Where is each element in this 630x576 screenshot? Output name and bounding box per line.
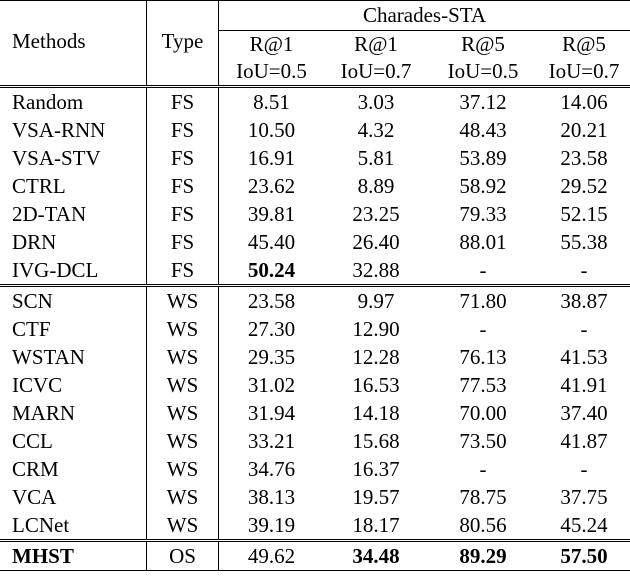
metric-header-line1: R@5 [461,32,505,56]
metric-value-cell: 37.75 [560,484,608,509]
metric-value-cell: 34.48 [324,541,428,571]
type-cell: FS [147,200,219,228]
metric-header-line1: R@5 [562,32,606,56]
table-row [0,315,630,343]
type-cell: FS [147,228,219,256]
metric-value-cell: 53.89 [459,145,507,170]
type-cell: FS [147,87,219,117]
metric-value-cell: 58.92 [459,173,507,198]
table-row [0,455,630,483]
metric-value-cell: 23.58 [219,286,325,316]
method-cell: VSA-RNN [12,117,106,142]
method-cell: MARN [12,400,76,425]
metric-value-cell: 37.12 [428,87,538,117]
metric-value-cell: 10.50 [247,117,296,142]
metric-value-cell: 50.24 [247,257,296,282]
metric-value-cell: 48.43 [459,117,507,142]
metric-value-cell: 41.91 [560,372,608,397]
type-cell: WS [147,427,219,455]
metric-value-cell: 23.25 [352,201,400,226]
type-cell: FS [147,144,219,172]
metric-value-cell: - [479,316,487,341]
method-cell: CRM [12,456,59,481]
type-header: Type [147,1,219,87]
metric-value-cell: - [479,456,487,481]
metric-value-cell: 88.01 [459,229,507,254]
metric-value-cell: 52.15 [560,201,608,226]
table-row [0,172,630,200]
metric-value-cell: 16.37 [352,456,400,481]
metric-value-cell: 41.87 [560,428,608,453]
metric-header-line2: IoU=0.5 [447,59,519,83]
type-cell: WS [147,511,219,541]
metric-value-cell: 8.89 [357,173,395,198]
method-cell: 2D-TAN [12,201,87,226]
table-row [0,144,630,172]
type-cell: WS [147,455,219,483]
metric-value-cell: 31.02 [247,372,296,397]
metric-value-cell: 45.24 [560,512,608,537]
metric-value-cell: 5.81 [357,145,395,170]
metric-value-cell: 77.53 [459,372,507,397]
metric-value-cell: 3.03 [324,87,428,117]
type-cell: FS [147,116,219,144]
metric-value-cell: - [580,316,588,341]
metric-value-cell: 38.87 [538,286,630,316]
metric-value-cell: 12.90 [352,316,400,341]
method-cell: CCL [12,428,53,453]
table-row [0,399,630,427]
metric-value-cell: 8.51 [219,87,325,117]
table-row [0,228,630,256]
type-cell: WS [147,343,219,371]
table-row [0,200,630,228]
metric-value-cell: 9.97 [324,286,428,316]
table-row [0,256,630,286]
type-cell: WS [147,371,219,399]
table-row [0,511,630,541]
metric-value-cell: 29.52 [560,173,608,198]
metric-value-cell: 39.19 [247,512,296,537]
metric-value-cell: 45.40 [247,229,296,254]
table-row [0,87,630,117]
metric-value-cell: 23.58 [560,145,608,170]
method-cell: VCA [12,484,57,509]
metric-value-cell: 31.94 [247,400,296,425]
table-row [0,541,630,571]
metric-value-cell: 29.35 [247,344,296,369]
metric-header-line2: IoU=0.5 [236,59,307,83]
table-row [0,427,630,455]
metric-value-cell: 18.17 [352,512,400,537]
metric-value-cell: 32.88 [352,257,400,282]
table-row [0,286,630,316]
metric-value-cell: 26.40 [352,229,400,254]
metric-value-cell: 38.13 [247,484,296,509]
dataset-header: Charades-STA [219,1,630,31]
methods-header: Methods [0,1,147,87]
method-cell: CTRL [12,173,66,198]
type-cell: WS [147,483,219,511]
table-row [0,116,630,144]
metric-value-cell: 33.21 [247,428,296,453]
method-cell: WSTAN [12,344,85,369]
metric-value-cell: - [580,456,588,481]
method-cell: VSA-STV [12,145,101,170]
method-cell: SCN [0,286,147,316]
metric-value-cell: 14.18 [352,400,400,425]
method-cell: Random [0,87,147,117]
metric-value-cell: 34.76 [247,456,296,481]
metric-header-line2: IoU=0.7 [548,59,620,83]
type-cell: OS [147,541,219,571]
metric-value-cell: 15.68 [352,428,400,453]
results-table-body [0,1,630,571]
metric-value-cell: - [479,257,487,282]
metric-value-cell: 20.21 [560,117,608,142]
table-row [0,483,630,511]
table-row [0,371,630,399]
metric-value-cell: - [580,257,588,282]
type-cell: WS [147,286,219,316]
metric-value-cell: 23.62 [247,173,296,198]
table-row [0,343,630,371]
method-cell: DRN [12,229,57,254]
method-cell: CTF [12,316,51,341]
metric-value-cell: 78.75 [459,484,507,509]
metric-value-cell: 41.53 [560,344,608,369]
method-cell: MHST [0,541,147,571]
metric-header-line1: R@1 [354,32,398,56]
type-cell: WS [147,399,219,427]
metric-value-cell: 89.29 [428,541,538,571]
metric-header-line2: IoU=0.7 [340,59,412,83]
header-row-1 [0,1,630,31]
metric-value-cell: 79.33 [459,201,507,226]
metric-value-cell: 76.13 [459,344,507,369]
type-cell: WS [147,315,219,343]
metric-value-cell: 16.91 [247,145,296,170]
metric-value-cell: 49.62 [219,541,325,571]
method-cell: LCNet [12,512,70,537]
metric-value-cell: 27.30 [247,316,296,341]
type-cell: FS [147,256,219,286]
type-cell: FS [147,172,219,200]
metric-value-cell: 39.81 [247,201,296,226]
metric-value-cell: 12.28 [352,344,400,369]
metric-value-cell: 37.40 [560,400,608,425]
metric-value-cell: 80.56 [459,512,507,537]
metric-header-line1: R@1 [249,32,294,56]
metric-value-cell: 57.50 [538,541,630,571]
metric-value-cell: 55.38 [560,229,608,254]
method-cell: IVG-DCL [12,257,99,282]
metric-value-cell: 71.80 [428,286,538,316]
metric-value-cell: 19.57 [352,484,400,509]
metric-value-cell: 73.50 [459,428,507,453]
method-cell: ICVC [12,372,63,397]
metric-value-cell: 4.32 [357,117,395,142]
metric-value-cell: 14.06 [538,87,630,117]
metric-value-cell: 16.53 [352,372,400,397]
metric-value-cell: 70.00 [459,400,507,425]
